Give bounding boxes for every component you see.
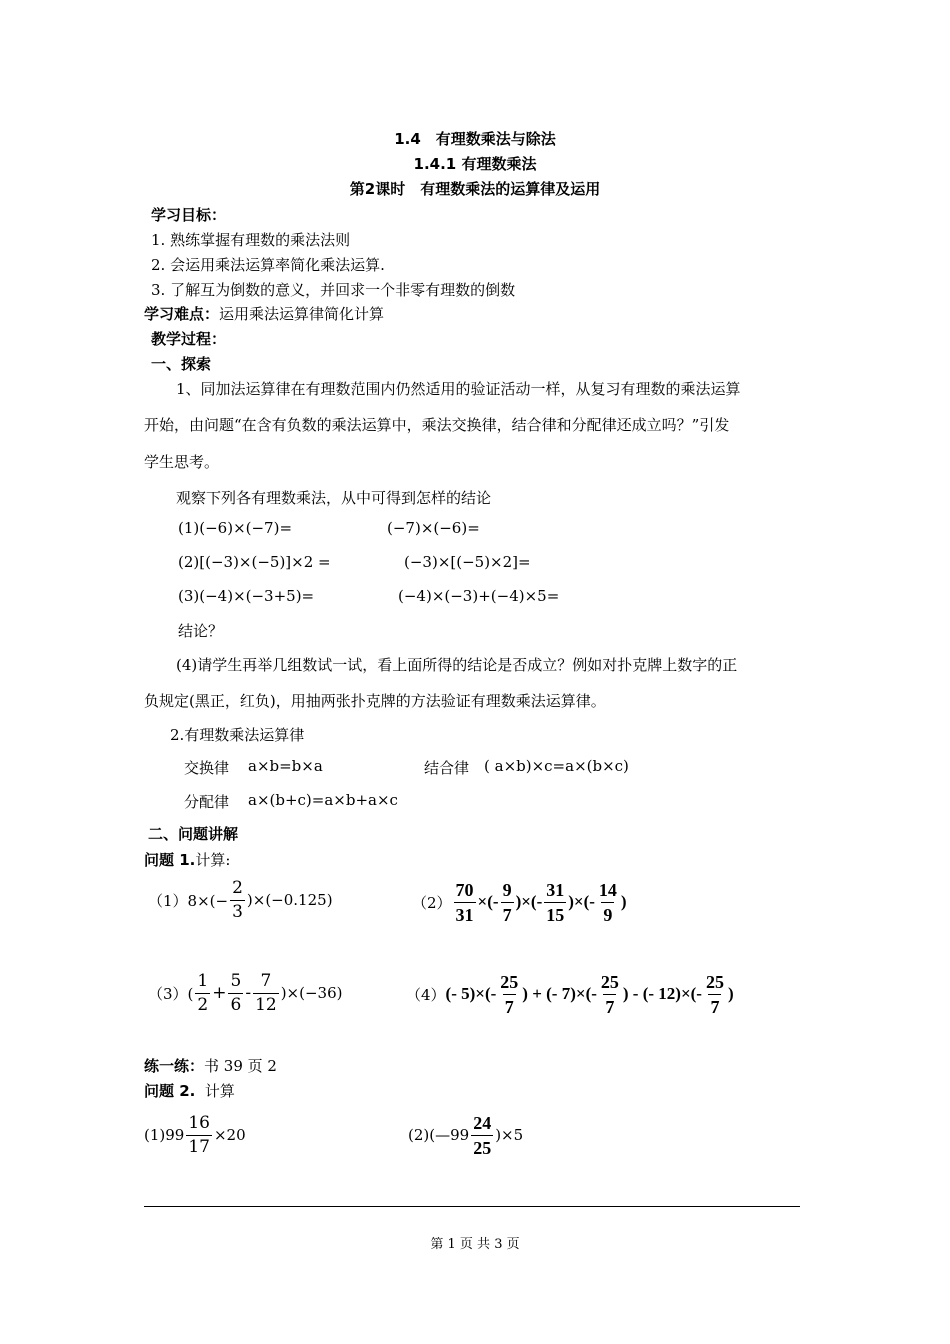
law-associative-label: 结合律 bbox=[424, 759, 470, 777]
law-commutative-label: 交换律 bbox=[184, 759, 230, 777]
question-2-label: 问题 2. bbox=[144, 1082, 196, 1100]
objective-item: 3. 了解互为倒数的意义，并回求一个非零有理数的倒数 bbox=[151, 281, 516, 299]
observe-text: 观察下列各有理数乘法，从中可得到怎样的结论 bbox=[176, 489, 492, 507]
fraction: $\frac{25}{7}$ bbox=[705, 971, 724, 1017]
question-2-line bbox=[144, 1080, 235, 1101]
explore-paragraph: 开始，由问题“在含有负数的乘法运算中，乘法交换律，结合律和分配律还成立吗？”引发 bbox=[144, 416, 730, 434]
practice-line bbox=[144, 1055, 277, 1076]
example-3a: (3)(−4)×(−3+5)= bbox=[178, 587, 315, 605]
fraction: $\frac{14}{9}$ bbox=[598, 879, 617, 925]
example-3b: (−4)×(−3)+(−4)×5= bbox=[398, 587, 560, 605]
conclusion-text: 结论？ bbox=[178, 622, 224, 640]
law-distributive-label: 分配律 bbox=[184, 793, 230, 811]
paragraph-4: 负规定(黑正，红负)，用抽两张扑克牌的方法验证有理数乘法运算律。 bbox=[144, 692, 606, 710]
difficulty-label: 学习难点： bbox=[144, 305, 220, 323]
law-associative: ( a×b)×c=a×(b×c) bbox=[484, 757, 629, 775]
fraction: $\frac{25}{7}$ bbox=[500, 971, 519, 1017]
fraction: $\frac{70}{31}$ bbox=[455, 879, 474, 925]
example-2b: (−3)×[(−5)×2]= bbox=[404, 553, 531, 571]
title-line-2: 1.4.1 有理数乘法 bbox=[413, 155, 537, 173]
fraction: $\frac{9}{7}$ bbox=[502, 879, 512, 925]
example-1a: (1)(−6)×(−7)= bbox=[178, 519, 293, 537]
problem-4: （4） (- 5)×(- $\frac{25}{7}$ ) + (- 7)×(- $\frac{25}{7}$ ) - (- 12)×(- $\frac{25}{7}$ ) bbox=[406, 971, 734, 1017]
question-2-text: 计算 bbox=[204, 1082, 235, 1100]
example-1b: (−7)×(−6)= bbox=[387, 519, 480, 537]
fraction: $\frac{16}{17}$ bbox=[188, 1112, 210, 1157]
explore-paragraph: 1、同加法运算律在有理数范围内仍然适用的验证活动一样，从复习有理数的乘法运算 bbox=[176, 380, 741, 398]
difficulty-line bbox=[144, 303, 384, 324]
problem-1: （1）8×(− $\frac{2}{3}$ )×(−0.125) bbox=[148, 877, 333, 922]
objectives-heading: 学习目标： bbox=[151, 206, 227, 224]
practice-label: 练一练： bbox=[144, 1057, 205, 1075]
fraction: $\frac{2}{3}$ bbox=[232, 877, 243, 922]
laws-heading: 2.有理数乘法运算律 bbox=[170, 726, 305, 744]
question-1-label: 问题 1. bbox=[144, 851, 196, 869]
objective-item: 1. 熟练掌握有理数的乘法法则 bbox=[151, 231, 351, 249]
question-1-text: 计算: bbox=[195, 851, 231, 869]
title-line-3: 第2课时 有理数乘法的运算律及运用 bbox=[349, 180, 601, 198]
page-footer: 第 1 页 共 3 页 bbox=[430, 1237, 520, 1252]
paragraph-4: (4)请学生再举几组数试一试，看上面所得的结论是否成立？例如对扑克牌上数字的正 bbox=[176, 656, 738, 674]
fraction: $\frac{25}{7}$ bbox=[600, 971, 619, 1017]
question-2a: (1)99 $\frac{16}{17}$ ×20 bbox=[144, 1112, 246, 1157]
explore-heading: 一、探索 bbox=[151, 355, 212, 373]
process-heading: 教学过程： bbox=[151, 330, 227, 348]
objective-item: 2. 会运用乘法运算率简化乘法运算. bbox=[151, 256, 385, 274]
title-line-1: 1.4 有理数乘法与除法 bbox=[394, 130, 556, 148]
fraction: $\frac{31}{15}$ bbox=[546, 879, 565, 925]
practice-text: 书 39 页 2 bbox=[204, 1057, 277, 1075]
question-2b: (2)(—99 $\frac{24}{25}$ )×5 bbox=[408, 1112, 524, 1158]
example-2a: (2)[(−3)×(−5)]×2 = bbox=[178, 553, 331, 571]
problem-3: （3）( $\frac{1}{2}$ + $\frac{5}{6}$ - $\frac{7}{12}$ )×(−36) bbox=[148, 970, 343, 1015]
fraction: $\frac{5}{6}$ bbox=[230, 970, 242, 1015]
question-1-line bbox=[144, 849, 230, 870]
law-distributive: a×(b+c)=a×b+a×c bbox=[248, 791, 398, 809]
fraction: $\frac{24}{25}$ bbox=[473, 1112, 492, 1158]
fraction: $\frac{1}{2}$ bbox=[197, 970, 209, 1015]
fraction: $\frac{7}{12}$ bbox=[255, 970, 277, 1015]
footer-divider bbox=[144, 1206, 800, 1207]
problem-2: （2） $\frac{70}{31}$ ×(- $\frac{9}{7}$ )×(- $\frac{31}{15}$ )×(- $\frac{14}{9}$ ) bbox=[412, 879, 627, 925]
explore-paragraph: 学生思考。 bbox=[144, 453, 220, 471]
difficulty-text: 运用乘法运算律简化计算 bbox=[219, 305, 385, 323]
law-commutative: a×b=b×a bbox=[248, 757, 323, 775]
problems-heading: 二、问题讲解 bbox=[148, 825, 239, 843]
